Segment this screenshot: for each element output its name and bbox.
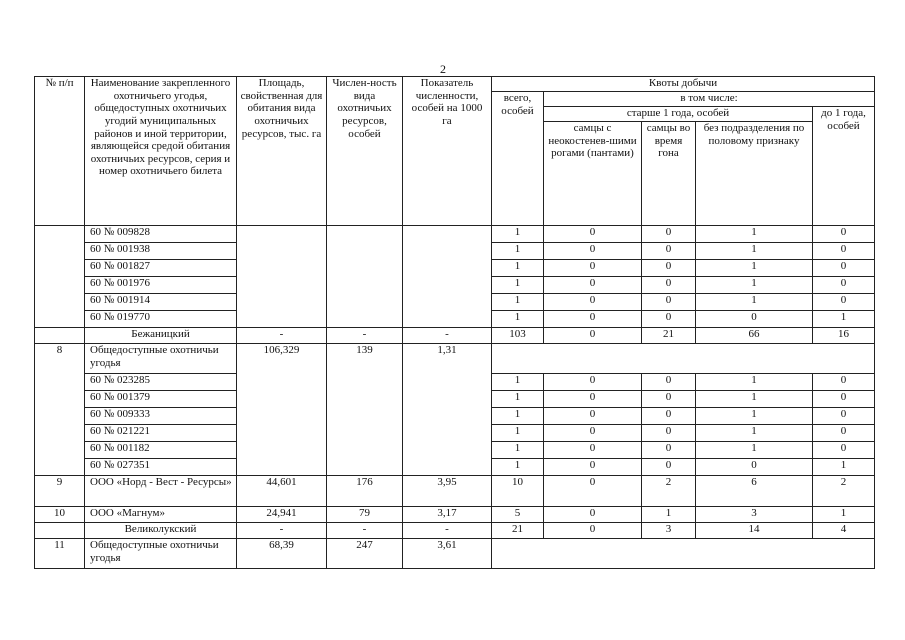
density: - (403, 523, 492, 539)
quota-total: 1 (492, 408, 544, 425)
density: 1,31 (403, 344, 492, 476)
quota-no-sex: 1 (696, 226, 813, 243)
quota-no-sex: 0 (696, 311, 813, 328)
quota-males-antlers: 0 (544, 243, 642, 260)
area: 44,601 (237, 476, 327, 507)
area: - (237, 328, 327, 344)
header-males-rut: самцы во время гона (642, 122, 696, 226)
quota-under1: 0 (813, 277, 875, 294)
hunting-ground-name: ООО «Норд - Вест - Ресурсы» (85, 476, 237, 507)
quota-under1: 0 (813, 294, 875, 311)
quota-under1: 0 (813, 391, 875, 408)
district-name: Великолукский (85, 523, 237, 539)
ticket-number: 60 № 001182 (85, 442, 237, 459)
page-number: 2 (440, 62, 446, 76)
quota-total: 1 (492, 294, 544, 311)
quota-males-rut: 0 (642, 442, 696, 459)
quota-under1: 1 (813, 459, 875, 476)
quota-no-sex: 1 (696, 277, 813, 294)
header-under1: до 1 года, особей (813, 107, 875, 226)
quota-males-rut: 0 (642, 277, 696, 294)
count: 176 (327, 476, 403, 507)
area: 106,329 (237, 344, 327, 476)
quota-total: 1 (492, 459, 544, 476)
ticket-number: 60 № 001938 (85, 243, 237, 260)
hunting-ground-name: ООО «Магнум» (85, 507, 237, 523)
count: 247 (327, 539, 403, 569)
quota-total: 1 (492, 374, 544, 391)
quota-empty (492, 539, 875, 569)
quota-males-rut: 0 (642, 425, 696, 442)
quota-no-sex: 0 (696, 459, 813, 476)
header-males-antlers: самцы с неокостенев-шими рогами (пантами) (544, 122, 642, 226)
row-number: 9 (35, 476, 85, 507)
table-row (35, 539, 875, 569)
quota-no-sex: 1 (696, 243, 813, 260)
ticket-number: 60 № 001914 (85, 294, 237, 311)
area-cell-empty (237, 226, 327, 328)
quota-males-antlers: 0 (544, 311, 642, 328)
quota-males-antlers: 0 (544, 442, 642, 459)
quota-males-rut: 0 (642, 374, 696, 391)
quota-males-rut: 21 (642, 328, 696, 344)
num-cell-empty (35, 523, 85, 539)
count: 79 (327, 507, 403, 523)
header-quota: Квоты добычи (492, 77, 875, 92)
quota-under1: 2 (813, 476, 875, 507)
quota-under1: 0 (813, 260, 875, 277)
row-number: 10 (35, 507, 85, 523)
quota-males-rut: 0 (642, 260, 696, 277)
header-name: Наименование закрепленного охотничьего угодья, общедоступных охотничьих угодий муниципальных районов и иной территории, являющейся средой обитания охотничьих ресурсов, серия и номер охотничьего билета (85, 77, 237, 226)
ticket-number: 60 № 009333 (85, 408, 237, 425)
quota-total: 1 (492, 391, 544, 408)
quota-no-sex: 1 (696, 408, 813, 425)
ticket-number: 60 № 023285 (85, 374, 237, 391)
quota-under1: 0 (813, 226, 875, 243)
quota-under1: 0 (813, 243, 875, 260)
density: 3,17 (403, 507, 492, 523)
quota-under1: 1 (813, 507, 875, 523)
quota-table (34, 76, 875, 569)
quota-males-antlers: 0 (544, 294, 642, 311)
quota-under1: 0 (813, 442, 875, 459)
quota-under1: 0 (813, 374, 875, 391)
density-cell-empty (403, 226, 492, 328)
quota-males-rut: 0 (642, 226, 696, 243)
quota-total: 1 (492, 425, 544, 442)
area: 68,39 (237, 539, 327, 569)
count: - (327, 328, 403, 344)
area: - (237, 523, 327, 539)
quota-males-antlers: 0 (544, 391, 642, 408)
quota-males-rut: 3 (642, 523, 696, 539)
quota-no-sex: 66 (696, 328, 813, 344)
quota-total: 5 (492, 507, 544, 523)
quota-males-antlers: 0 (544, 374, 642, 391)
quota-no-sex: 1 (696, 391, 813, 408)
quota-under1: 4 (813, 523, 875, 539)
num-cell-empty (35, 328, 85, 344)
ticket-number: 60 № 001379 (85, 391, 237, 408)
quota-total: 1 (492, 442, 544, 459)
quota-total: 1 (492, 226, 544, 243)
header-older: старше 1 года, особей (544, 107, 813, 122)
table-row (35, 476, 875, 507)
header-area: Площадь, свойственная для обитания вида охотничьих ресурсов, тыс. га (237, 77, 327, 226)
quota-males-rut: 0 (642, 459, 696, 476)
quota-no-sex: 14 (696, 523, 813, 539)
header-num: № п/п (35, 77, 85, 226)
ticket-number: 60 № 021221 (85, 425, 237, 442)
district-name: Бежаницкий (85, 328, 237, 344)
num-cell-empty (35, 226, 85, 328)
quota-males-antlers: 0 (544, 260, 642, 277)
quota-no-sex: 1 (696, 374, 813, 391)
quota-no-sex: 6 (696, 476, 813, 507)
quota-total: 103 (492, 328, 544, 344)
quota-under1: 0 (813, 425, 875, 442)
row-number: 11 (35, 539, 85, 569)
quota-males-rut: 1 (642, 507, 696, 523)
quota-under1: 16 (813, 328, 875, 344)
quota-males-rut: 2 (642, 476, 696, 507)
quota-males-rut: 0 (642, 243, 696, 260)
district-subtotal-row (35, 523, 875, 539)
quota-males-rut: 0 (642, 294, 696, 311)
ticket-number: 60 № 009828 (85, 226, 237, 243)
quota-males-rut: 0 (642, 408, 696, 425)
header-density: Показатель численности, особей на 1000 га (403, 77, 492, 226)
quota-total: 1 (492, 243, 544, 260)
hunting-ground-name: Общедоступные охотничьи угодья (85, 539, 237, 569)
quota-males-antlers: 0 (544, 476, 642, 507)
count-cell-empty (327, 226, 403, 328)
quota-no-sex: 1 (696, 294, 813, 311)
hunting-ground-name: Общедоступные охотничьи угодья (85, 344, 237, 374)
quota-under1: 1 (813, 311, 875, 328)
quota-males-rut: 0 (642, 311, 696, 328)
header-total: всего, особей (492, 92, 544, 226)
area: 24,941 (237, 507, 327, 523)
quota-no-sex: 1 (696, 442, 813, 459)
quota-males-antlers: 0 (544, 328, 642, 344)
quota-under1: 0 (813, 408, 875, 425)
quota-males-antlers: 0 (544, 277, 642, 294)
count: 139 (327, 344, 403, 476)
table-row (35, 507, 875, 523)
table-row (35, 226, 875, 243)
ticket-number: 60 № 027351 (85, 459, 237, 476)
quota-males-antlers: 0 (544, 523, 642, 539)
quota-empty (492, 344, 875, 374)
quota-no-sex: 1 (696, 260, 813, 277)
header-no-sex: без подразделения по половому признаку (696, 122, 813, 226)
quota-males-antlers: 0 (544, 425, 642, 442)
quota-no-sex: 3 (696, 507, 813, 523)
quota-total: 1 (492, 260, 544, 277)
district-subtotal-row (35, 328, 875, 344)
header-count: Числен-ность вида охотничьих ресурсов, особей (327, 77, 403, 226)
header-including: в том числе: (544, 92, 875, 107)
quota-total: 1 (492, 311, 544, 328)
quota-total: 21 (492, 523, 544, 539)
count: - (327, 523, 403, 539)
table-row (35, 344, 875, 374)
density: - (403, 328, 492, 344)
ticket-number: 60 № 019770 (85, 311, 237, 328)
density: 3,61 (403, 539, 492, 569)
quota-males-rut: 0 (642, 391, 696, 408)
quota-total: 1 (492, 277, 544, 294)
ticket-number: 60 № 001827 (85, 260, 237, 277)
density: 3,95 (403, 476, 492, 507)
quota-total: 10 (492, 476, 544, 507)
quota-males-antlers: 0 (544, 226, 642, 243)
quota-no-sex: 1 (696, 425, 813, 442)
quota-males-antlers: 0 (544, 459, 642, 476)
ticket-number: 60 № 001976 (85, 277, 237, 294)
row-number: 8 (35, 344, 85, 476)
quota-males-antlers: 0 (544, 408, 642, 425)
quota-males-antlers: 0 (544, 507, 642, 523)
